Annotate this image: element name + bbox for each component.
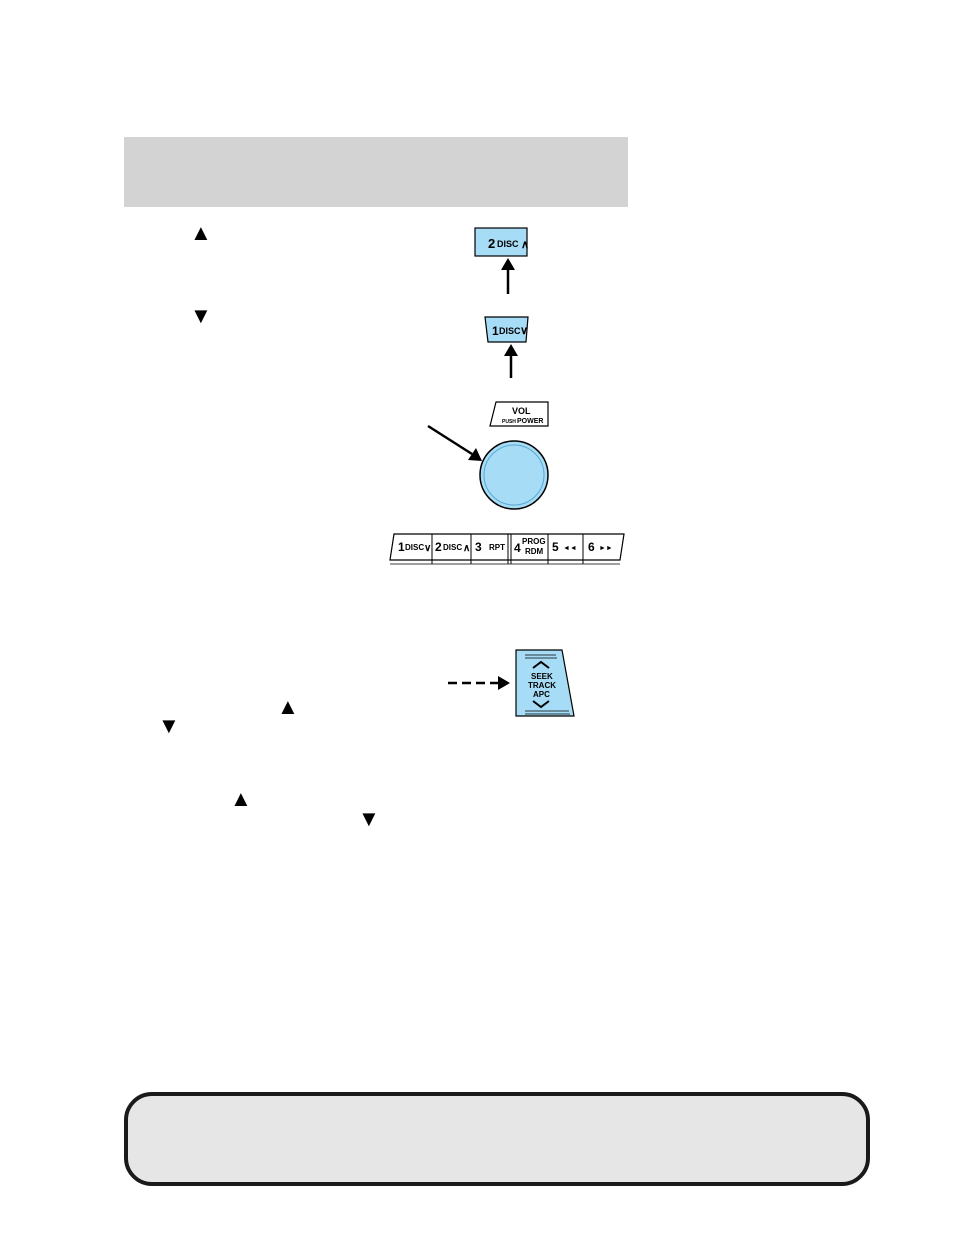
volume-illustration <box>424 396 564 514</box>
push-label: PUSH <box>502 419 516 425</box>
dashed-pointer-head <box>498 676 510 690</box>
down-arrow-icon: ▼ <box>190 303 212 328</box>
disc-down-label: DISC <box>499 326 521 336</box>
preset-4-number: 4 <box>514 541 521 555</box>
preset-button-strip <box>388 530 632 568</box>
disc-down-arrow: ∨ <box>520 325 529 337</box>
preset-2-button[interactable] <box>435 540 470 554</box>
preset-1-arrow: ∨ <box>424 543 432 554</box>
disc-up-label: DISC <box>497 239 519 249</box>
disc-up-arrow: ∧ <box>521 239 530 251</box>
preset-4-label-top: PROG <box>522 537 546 546</box>
seek-label: SEEK <box>531 672 553 681</box>
preset-1-number: 1 <box>398 540 405 554</box>
preset-3-button[interactable] <box>475 540 505 554</box>
preset-4-label-bottom: RDM <box>525 547 544 556</box>
preset-1-label: DISC <box>405 543 425 552</box>
rewind-icon: ◄◄ <box>563 545 577 552</box>
preset-2-number: 2 <box>435 540 442 554</box>
disc-up-illustration <box>470 222 540 297</box>
apc-label: APC <box>533 690 550 699</box>
preset-3-label: RPT <box>489 543 505 552</box>
seek-illustration <box>446 646 578 720</box>
footer-box <box>124 1092 870 1186</box>
disc-down-number: 1 <box>492 324 499 338</box>
pointer-arrow-line <box>428 426 472 454</box>
disc-down-illustration <box>480 312 540 382</box>
down-arrow-icon: ▼ <box>358 806 380 831</box>
preset-3-number: 3 <box>475 540 482 554</box>
vol-label: VOL <box>512 406 531 416</box>
up-arrow-icon: ▲ <box>230 786 252 811</box>
power-label: POWER <box>517 418 544 425</box>
preset-2-arrow: ∧ <box>463 543 471 554</box>
section-header-band <box>124 137 628 207</box>
disc-up-number: 2 <box>488 236 496 251</box>
up-arrow-icon: ▲ <box>190 220 212 245</box>
up-arrow-icon: ▲ <box>277 694 299 719</box>
down-arrow-icon: ▼ <box>158 713 180 738</box>
preset-2-label: DISC <box>443 543 463 552</box>
pointer-arrow-head <box>468 448 482 461</box>
volume-knob[interactable] <box>480 441 548 509</box>
track-label: TRACK <box>528 681 556 690</box>
fast-forward-icon: ►► <box>599 545 613 552</box>
pointer-arrow-head <box>501 258 515 270</box>
pointer-arrow-head <box>504 344 518 356</box>
preset-5-number: 5 <box>552 540 559 554</box>
preset-1-button[interactable] <box>398 540 431 554</box>
preset-6-number: 6 <box>588 540 595 554</box>
